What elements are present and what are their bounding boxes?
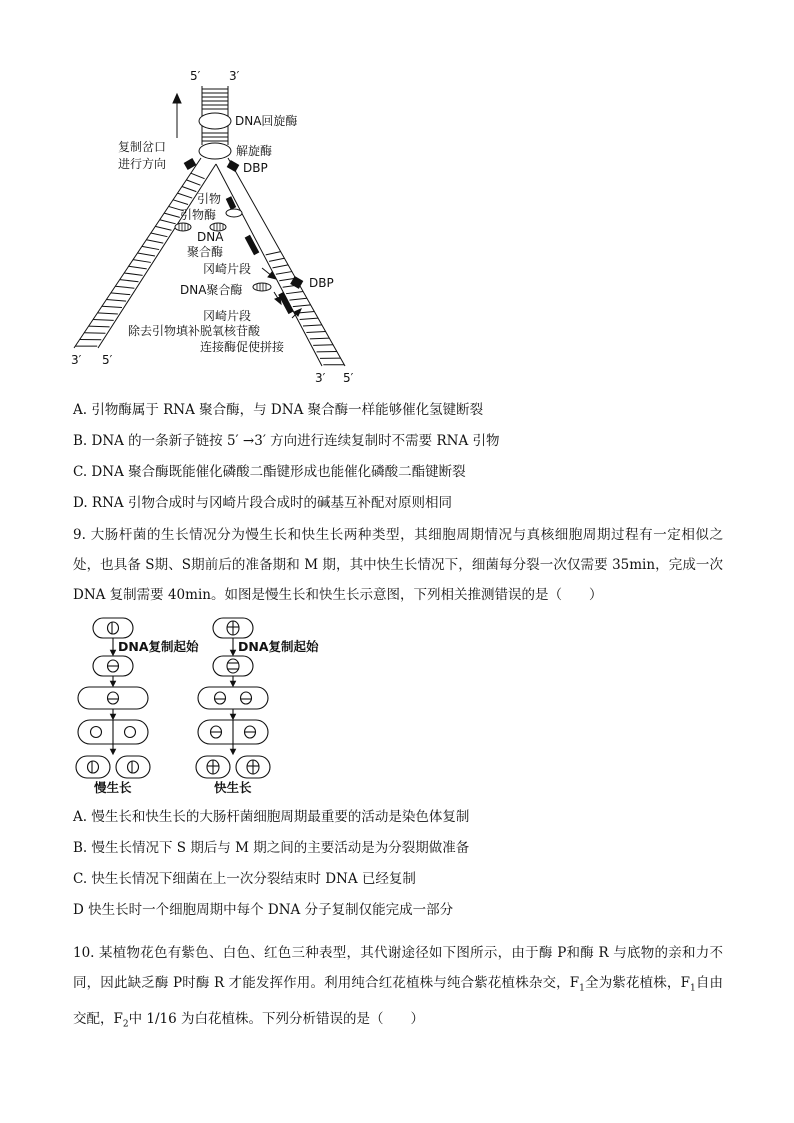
ladder-rung (293, 305, 311, 307)
ladder-rung (120, 280, 139, 282)
ladder-rung (276, 272, 292, 275)
primase-shape (226, 209, 242, 217)
ladder-rung (266, 252, 281, 255)
dna-polymerase-shape-1 (175, 223, 191, 231)
ladder-rung (142, 246, 159, 249)
label-dna-polymerase-a: DNA (197, 230, 224, 244)
ladder-rung (111, 293, 130, 295)
label-top-3: 3′ (229, 69, 240, 83)
label-dna-replication-start-slow: DNA复制起始 (118, 639, 199, 654)
label-ligase: 连接酶促使拼接 (200, 340, 285, 354)
label-fork-dir-2: 进行方向 (118, 157, 167, 171)
q8-option-a: A. 引物酶属于 RNA 聚合酶，与 DNA 聚合酶一样能够催化氢键断裂 (73, 402, 484, 418)
caption-slow-growth: 慢生长 (94, 780, 132, 795)
ladder-rung (146, 240, 163, 243)
q8-option-d: D. RNA 引物合成时与冈崎片段合成时的碱基互补配对原则相同 (73, 495, 452, 511)
ladder-rung (160, 220, 176, 224)
ladder-rung (124, 273, 142, 275)
q10-stem-part-3: 自由交配，F (73, 975, 723, 1027)
ladder-rung (129, 266, 147, 269)
q10-stem-part-1: 10. 某植物花色有紫色、白色、红色三种表型，其代谢途径如下图所示，由于酶 P和酶 R 与底物的亲和力不同，因此缺乏酶 P时酶 R 才能发挥作用。利用纯合红花植株与纯合紫花植株杂交，F (73, 945, 723, 991)
q10-sub-1: 1 (579, 983, 585, 994)
ladder-rung (286, 292, 303, 294)
dbp-block-right (290, 276, 303, 289)
caption-fast-growth: 快生长 (214, 780, 252, 795)
ladder-rung (102, 306, 122, 307)
bacteria-growth-diagram (70, 612, 340, 802)
q8-option-c: C. DNA 聚合酶既能催化磷酸二酯键形成也能催化磷酸二酯键断裂 (73, 464, 466, 480)
q9-option-b: B. 慢生长情况下 S 期后与 M 期之间的主要活动是为分裂期做准备 (73, 840, 470, 856)
label-dna-replication-start-fast: DNA复制起始 (238, 639, 319, 654)
q10-sub-2: 1 (689, 983, 696, 994)
dbp-block-top (227, 160, 240, 172)
primer-bar (226, 196, 237, 209)
label-primase: 引物酶 (180, 208, 217, 222)
ladder-rung (115, 286, 134, 288)
ladder-rung (89, 326, 110, 327)
ladder-rung (106, 300, 126, 302)
ladder-rung (272, 265, 288, 268)
label-bottom-left-3: 3′ (71, 353, 82, 367)
label-dbp-top: DBP (243, 161, 268, 175)
label-helicase: 解旋酶 (236, 144, 273, 158)
ladder-rung (93, 320, 114, 321)
q9-option-a: A. 慢生长和快生长的大肠杆菌细胞周期最重要的活动是染色体复制 (73, 809, 470, 825)
dna-gyrase-shape (199, 113, 231, 129)
ladder-rung (133, 260, 151, 263)
label-dna-polymerase-b: 聚合酶 (187, 245, 224, 259)
replication-fork-diagram (60, 62, 380, 387)
q10-stem (73, 938, 723, 1039)
q10-stem-part-2: 全为紫花植株，F (584, 975, 690, 991)
q9-option-c: C. 快生长情况下细菌在上一次分裂结束时 DNA 已经复制 (73, 871, 416, 887)
label-dbp-right: DBP (309, 276, 334, 290)
ladder-rung (97, 313, 117, 314)
label-dna-polymerase-2: DNA聚合酶 (180, 283, 243, 297)
ladder-rung (303, 325, 322, 326)
label-remove-primer: 除去引物填补脱氧核苷酸 (128, 324, 261, 338)
helicase-shape (199, 143, 231, 159)
ladder-rung (306, 331, 325, 332)
label-bottom-right-3: 3′ (315, 371, 326, 385)
label-bottom-right-5: 5′ (343, 371, 354, 385)
ladder-rung (151, 233, 168, 237)
label-top-5: 5′ (190, 69, 201, 83)
ladder-rung (186, 180, 200, 185)
q9-stem: 9. 大肠杆菌的生长情况分为慢生长和快生长两种类型，其细胞周期情况与真核细胞周期过程有一定相似之处，也具备 S期、S期前后的准备期和 M 期，其中快生长情况下，细菌每分裂一次仅需要 35min，完成一次 DNA 复制需要 40min。如图是慢生长和快生长示意图，下列相关推测错误的是（ ） (73, 527, 723, 603)
ladder-rung (191, 173, 205, 179)
q10-sub-3: 2 (122, 1019, 129, 1030)
label-primer: 引物 (197, 192, 222, 206)
ladder-rung (300, 318, 318, 319)
ladder-rung (182, 187, 196, 192)
ladder-rung (310, 338, 330, 339)
label-okazaki-2: 冈崎片段 (203, 309, 252, 323)
ladder-rung (155, 226, 171, 230)
q10-stem-part-4: 中 1/16 为白花植株。下列分析错误的是（ ） (128, 1010, 425, 1027)
ladder-rung (289, 298, 306, 300)
ladder-rung (178, 193, 193, 198)
ladder-rung (269, 258, 284, 261)
fork-direction-arrow (173, 94, 181, 138)
label-bottom-left-5: 5′ (102, 353, 113, 367)
label-fork-dir-1: 复制岔口 (118, 140, 167, 154)
ladder-rung (138, 253, 156, 256)
dna-polymerase-shape-3 (253, 283, 271, 291)
q8-option-b: B. DNA 的一条新子链按 5′ →3′ 方向进行连续复制时不需要 RNA 引物 (73, 433, 500, 449)
q9-option-d: D 快生长时一个细胞周期中每个 DNA 分子复制仅能完成一部分 (73, 902, 454, 918)
label-dna-gyrase: DNA回旋酶 (235, 114, 298, 128)
okazaki-fragment-1 (245, 235, 260, 255)
ladder-rung (164, 213, 180, 217)
ladder-rung (313, 345, 333, 346)
label-okazaki-1: 冈崎片段 (203, 262, 252, 276)
ladder-rung (173, 200, 188, 205)
